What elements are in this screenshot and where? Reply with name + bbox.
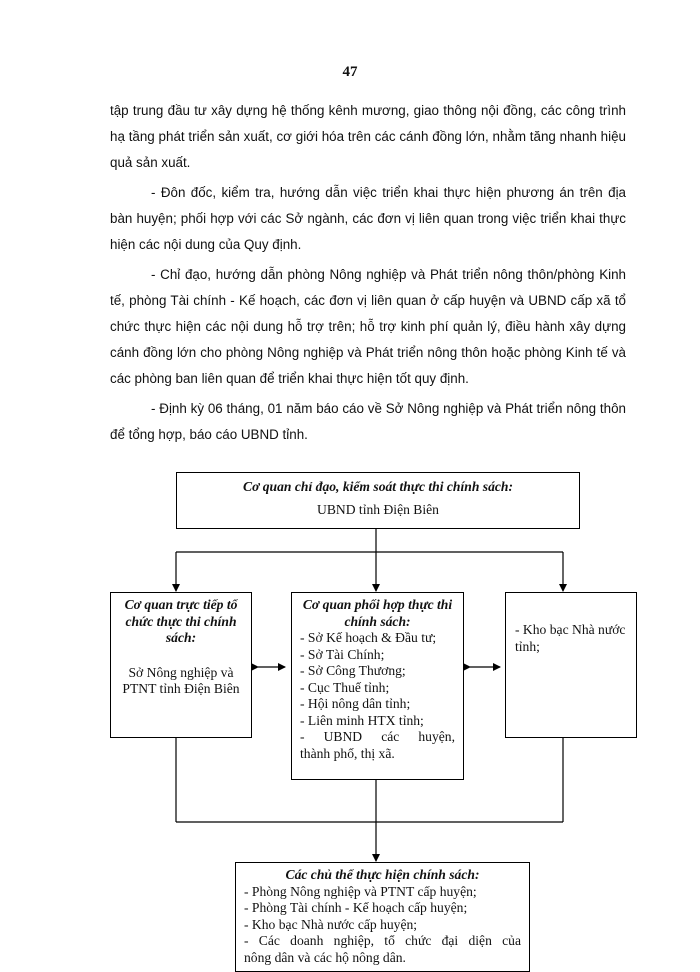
box-title: Cơ quan chỉ đạo, kiểm soát thực thi chính sách: bbox=[243, 479, 513, 494]
list-item: - Liên minh HTX tỉnh; bbox=[300, 712, 424, 728]
list-item: - Phòng Nông nghiệp và PTNT cấp huyện; bbox=[244, 883, 477, 899]
list-item: - Phòng Tài chính - Kế hoạch cấp huyện; bbox=[244, 900, 468, 915]
box-body: UBND tỉnh Điện Biên bbox=[317, 501, 439, 517]
box-title: Cơ quan trực tiếp tổ chức thực thi chính sách: bbox=[124, 597, 238, 645]
treasury-box bbox=[505, 592, 637, 738]
list-item: - Sở Tài Chính; bbox=[300, 646, 385, 662]
box-body: - Kho bạc Nhà nước tỉnh; bbox=[515, 622, 626, 654]
box-title: Các chủ thể thực hiện chính sách: bbox=[285, 867, 480, 882]
paragraph: - Chỉ đạo, hướng dẫn phòng Nông nghiệp và Phát triển nông thôn/phòng Kinh tế, phòng Tài chính - Kế hoạch, các đơn vị liên quan ở cấp huyện và UBND cấp xã tổ chức thực hiện các nội dung hỗ trợ trên; hỗ trợ kinh phí quản lý, điều hành xây dựng cánh đồng lớn cho phòng Nông nghiệp và Phát triển nông thôn hoặc phòng Kinh tế và các phòng ban liên quan để triển khai thực hiện tốt quy định. bbox=[110, 267, 626, 386]
box-body: Sở Nông nghiệp và PTNT tỉnh Điện Biên bbox=[122, 664, 240, 696]
list-item: nông dân và các hộ nông dân. bbox=[244, 949, 406, 965]
list-item: - Các doanh nghiệp, tổ chức đại diện của bbox=[244, 933, 521, 948]
directing-agency-box bbox=[176, 472, 580, 529]
paragraph: - Đôn đốc, kiểm tra, hướng dẫn việc triển khai thực hiện phương án trên địa bàn huyện; phối hợp với các Sở ngành, các đơn vị liên quan trong việc triển khai thực hiện các nội dung của Quy định. bbox=[110, 185, 626, 252]
list-item: - Hội nông dân tỉnh; bbox=[300, 696, 411, 711]
list-item: - Cục Thuế tỉnh; bbox=[300, 679, 390, 695]
implementing-entities-box bbox=[235, 862, 530, 972]
box-title: Cơ quan phối hợp thực thi chính sách: bbox=[302, 597, 453, 629]
direct-implementing-agency-box bbox=[110, 592, 252, 738]
list-item: - Sở Kế hoạch & Đầu tư; bbox=[300, 630, 437, 645]
list-item: thành phố, thị xã. bbox=[300, 745, 395, 761]
list-item: - Kho bạc Nhà nước cấp huyện; bbox=[244, 916, 418, 932]
paragraph: tập trung đầu tư xây dựng hệ thống kênh mương, giao thông nội đồng, các công trình hạ tầng phát triển sản xuất, cơ giới hóa trên các cánh đồng lớn, nhằm tăng nhanh hiệu quả sản xuất. bbox=[110, 103, 626, 170]
list-item: - UBND các huyện, bbox=[300, 729, 455, 744]
coordinating-agency-box bbox=[291, 592, 464, 780]
list-item: - Sở Công Thương; bbox=[300, 663, 406, 678]
paragraph: - Định kỳ 06 tháng, 01 năm báo cáo về Sở Nông nghiệp và Phát triển nông thôn để tổng hợp, báo cáo UBND tỉnh. bbox=[110, 401, 626, 442]
page-number: 47 bbox=[342, 64, 358, 80]
